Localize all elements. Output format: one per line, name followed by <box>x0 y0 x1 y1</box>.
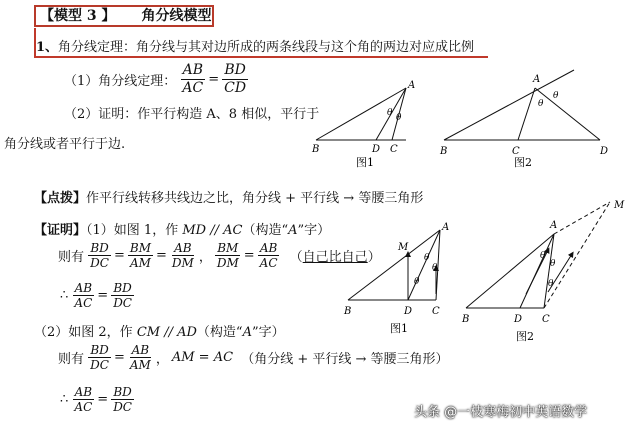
proof-case1-conclusion: ∴ $\frac{AB}{AC}$ = $\frac{BD}{DC}$ <box>60 281 132 310</box>
watermark: 头条 @一枝寒梅初中英语数学 <box>414 405 588 420</box>
fraction-bd-dc: $\frac{BD}{DC}$ <box>90 241 109 270</box>
theta-1: θ <box>387 108 393 118</box>
caption: 图1 <box>390 322 408 335</box>
label-c: C <box>390 144 398 155</box>
model-name: 角分线模型 <box>141 8 212 24</box>
fraction-bm-am: $\frac{BM}{AM}$ <box>129 241 151 270</box>
theta-2: θ <box>538 99 544 109</box>
theorem-number: 1、 <box>36 40 59 55</box>
label-c: C <box>432 306 440 317</box>
part1-label: （1）角分线定理： <box>64 74 177 89</box>
theta-2: θ <box>432 263 438 273</box>
hint-text: 作平行线转移共线边之比，角分线 + 平行线 → 等腰三角形 <box>86 191 424 206</box>
label-b: B <box>440 146 448 157</box>
fraction-ab-ac: $\frac{AB}{AC}$ <box>182 62 204 96</box>
case1-expr: MD // AC <box>182 223 243 238</box>
fraction-ab-ac-conc: $\frac{AB}{AC}$ <box>74 281 93 310</box>
fraction-bd-dc-conc2: $\frac{BD}{DC}$ <box>113 385 132 414</box>
case2-expr: CM // AD <box>136 325 197 340</box>
theta-2: θ <box>396 113 402 123</box>
hint-label: 【点拨】 <box>34 191 87 206</box>
fraction-ab-dm: $\frac{AB}{DM}$ <box>171 241 194 270</box>
caption: 图2 <box>516 330 534 343</box>
divider-red-horizontal <box>34 56 488 58</box>
self-ratio-note: （自己比自己） <box>289 250 381 265</box>
part1-line: （1）角分线定理： $\frac{AB}{AC}$ = $\frac{BD}{CD}$ <box>64 62 247 96</box>
proof-case2-line: （2）如图 2，作 CM // AD（构造“A”字） <box>34 325 285 340</box>
model-title-box <box>34 5 214 27</box>
label-d: D <box>514 314 523 325</box>
label-d: D <box>372 144 381 155</box>
fraction-bd-cd: $\frac{BD}{CD}$ <box>224 62 247 96</box>
label-b: B <box>462 314 470 325</box>
theta-2: θ <box>550 259 556 269</box>
side-ac <box>535 88 600 140</box>
theta-3: θ <box>414 277 420 287</box>
caption: 图1 <box>356 156 374 169</box>
side-ba <box>466 234 554 308</box>
label-c: C <box>512 146 520 157</box>
hint-line <box>34 187 423 206</box>
proof-case1-ratios: 则有 $\frac{BD}{DC}$ = $\frac{BM}{AM}$ = $\frac{AB}{DM}$ ， $\frac{BM}{DM}$ = $\frac{AB}{AC}$ （自己比自己） <box>58 241 381 270</box>
label-m: M <box>614 200 625 211</box>
side-ba <box>316 88 406 140</box>
model-tag: 【模型 3 】 <box>40 8 116 24</box>
label-a: A <box>442 222 450 233</box>
label-m: M <box>398 242 409 253</box>
part2-continuation: 角分线或者平行于边. <box>4 137 126 152</box>
case2-tail: （角分线 + 平行线 → 等腰三角形） <box>241 352 449 367</box>
caption: 图2 <box>514 156 532 169</box>
side-ba <box>348 230 440 300</box>
label-b: B <box>344 306 352 317</box>
theorem-statement <box>36 36 474 55</box>
theta-1: θ <box>540 251 546 261</box>
part2-label: （2）证明：作平行构造 A、8 相似，平行于 <box>64 107 320 122</box>
fraction-ab-ac-conc2: $\frac{AB}{AC}$ <box>74 385 93 414</box>
figure-bottom-2 <box>460 196 638 344</box>
label-d: D <box>600 146 609 157</box>
label-c: C <box>542 314 550 325</box>
theta-1: θ <box>424 253 430 263</box>
theta-1: θ <box>553 91 559 101</box>
case1-intro: （1）如图 1，作 <box>86 223 179 238</box>
proof-label: 【证明】 <box>34 223 87 238</box>
figure-bottom-1 <box>340 222 460 342</box>
extended-ba <box>444 70 574 140</box>
fraction-bd-dc-2: $\frac{BD}{DC}$ <box>90 343 109 372</box>
label-a: A <box>408 80 416 91</box>
proof-case2-conclusion: ∴ $\frac{AB}{AC}$ = $\frac{BD}{DC}$ <box>60 385 132 414</box>
figure-top-2 <box>438 66 638 176</box>
proof-case1-line: 【证明】（1）如图 1，作 MD // AC（构造“A”字） <box>34 223 331 238</box>
extended-am <box>554 202 610 234</box>
proof-case2-ratios: 则有 $\frac{BD}{DC}$ = $\frac{AB}{AM}$ ， AM = AC （角分线 + 平行线 → 等腰三角形） <box>58 343 449 372</box>
fraction-ab-ac: $\frac{AB}{AC}$ <box>259 241 278 270</box>
parallel-cm <box>544 202 610 308</box>
fraction-ab-am: $\frac{AB}{AM}$ <box>129 343 151 372</box>
fraction-bd-dc-conc: $\frac{BD}{DC}$ <box>113 281 132 310</box>
label-d: D <box>404 306 413 317</box>
label-b: B <box>312 144 320 155</box>
figure-top-1 <box>310 78 430 170</box>
theta-3: θ <box>548 279 554 289</box>
fraction-bm-dm: $\frac{BM}{DM}$ <box>216 241 239 270</box>
label-a: A <box>533 74 541 85</box>
label-a: A <box>550 220 558 231</box>
theorem-text: 角分线定理：角分线与其对边所成的两条线段与这个角的两边对应成比例 <box>58 40 475 55</box>
am-equals-ac: AM = AC <box>171 350 234 365</box>
